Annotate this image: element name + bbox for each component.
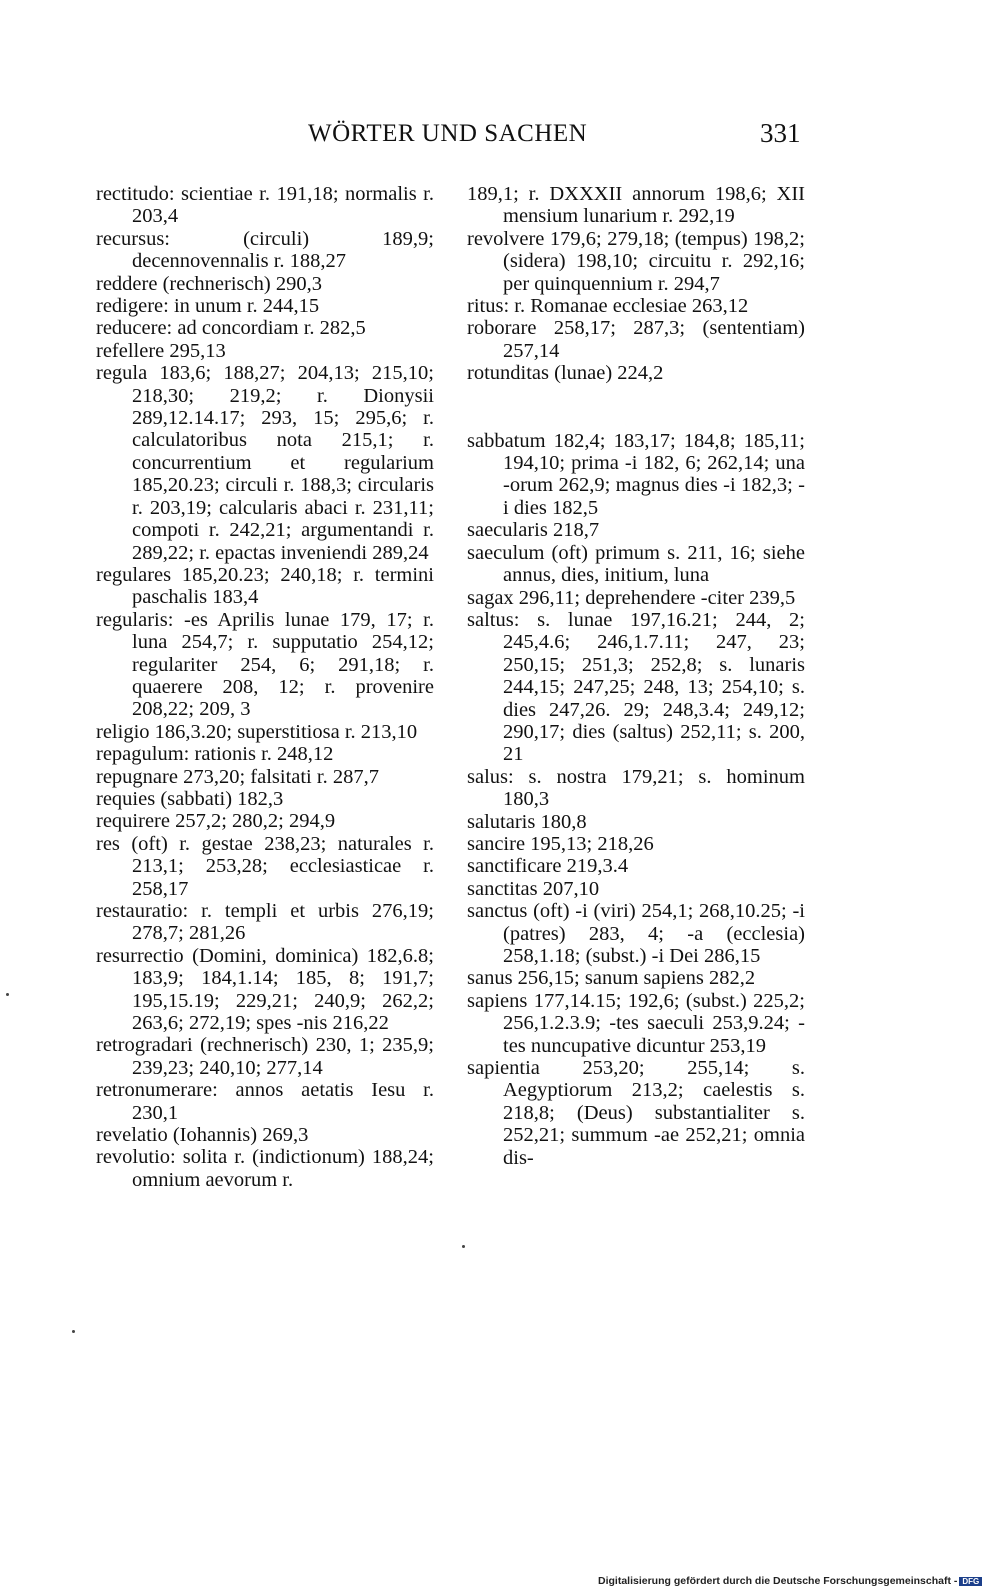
index-entry: redigere: in unum r. 244,15 (96, 295, 320, 318)
dfg-logo: DFG (959, 1577, 982, 1586)
index-entry: rotunditas (lunae) 224,2 (467, 362, 664, 385)
index-entry: 189,1; r. DXXXII annorum 198,6; XII mensium lunarium r. 292,19 (467, 183, 805, 228)
page-header (0, 116, 1000, 156)
index-entry: sanus 256,15; sanum sapiens 282,2 (467, 967, 756, 990)
index-entry: repagulum: rationis r. 248,12 (96, 743, 334, 766)
index-entry: saecularis 218,7 (467, 519, 600, 542)
index-entry: regularis: -es Aprilis lunae 179, 17; r. luna 254,7; r. supputatio 254,12; regulariter 254, 6; 291,18; r. quaerere 208, 12; r. provenire 208,22; 209, 3 (96, 608, 434, 721)
index-entry: revolutio: solita r. (indictionum) 188,24; omnium aevorum r. (96, 1146, 434, 1191)
index-entry: reducere: ad concordiam r. 282,5 (96, 317, 366, 340)
digitization-credit (598, 1575, 982, 1587)
index-entry: ritus: r. Romanae ecclesiae 263,12 (467, 295, 749, 318)
index-entry: retrogradari (rechnerisch) 230, 1; 235,9; 239,23; 240,10; 277,14 (96, 1034, 434, 1079)
right-column (467, 183, 805, 1169)
index-entry: requirere 257,2; 280,2; 294,9 (96, 810, 336, 833)
index-entry: sanctus (oft) -i (viri) 254,1; 268,10.25; -i (patres) 283, 4; -a (ecclesia) 258,1.18; (subst.) -i Dei 286,15 (467, 900, 805, 967)
left-column (96, 183, 434, 1191)
index-entry: sagax 296,11; deprehendere -citer 239,5 (467, 586, 796, 609)
running-title: WÖRTER UND SACHEN (308, 120, 588, 147)
scan-speck (462, 1245, 465, 1248)
index-entry: sapientia 253,20; 255,14; s. Aegyptiorum 213,2; caelestis s. 218,8; (Deus) substantialiter s. 252,21; summum -ae 252,21; omnia dis- (467, 1057, 805, 1169)
index-entry: reddere (rechnerisch) 290,3 (96, 272, 322, 295)
index-entry: sancire 195,13; 218,26 (467, 832, 654, 855)
index-entry: sapiens 177,14.15; 192,6; (subst.) 225,2; 256,1.2.3.9; -tes saeculi 253,9.24; -tes nuncupative dicuntur 253,19 (467, 989, 805, 1057)
index-entry: restauratio: r. templi et urbis 276,19; 278,7; 281,26 (96, 900, 434, 945)
scan-speck (72, 1330, 75, 1333)
index-entry: revelatio (Iohannis) 269,3 (96, 1124, 309, 1147)
index-entry: sanctitas 207,10 (467, 877, 600, 900)
index-entry: recursus: (circuli) 189,9; decennovennalis r. 188,27 (96, 227, 434, 273)
scan-speck (6, 993, 9, 996)
index-entry: regulares 185,20.23; 240,18; r. termini paschalis 183,4 (96, 563, 434, 609)
index-entry: salus: s. nostra 179,21; s. hominum 180,3 (467, 765, 805, 811)
index-entry: requies (sabbati) 182,3 (96, 787, 284, 810)
index-entry: resurrectio (Domini, dominica) 182,6.8; 183,9; 184,1.14; 185, 8; 191,7; 195,15.19; 229,21; 240,9; 262,2; 263,6; 272,19; spes -nis 216,22 (96, 944, 434, 1035)
index-entry: salutaris 180,8 (467, 810, 587, 833)
index-entry: roborare 258,17; 287,3; (sententiam) 257,14 (467, 317, 805, 362)
index-entry: sanctificare 219,3.4 (467, 855, 629, 878)
index-entry: saeculum (oft) primum s. 211, 16; siehe annus, dies, initium, luna (467, 541, 805, 587)
index-entry: sabbatum 182,4; 183,17; 184,8; 185,11; 194,10; prima -i 182, 6; 262,14; una -orum 262,9; magnus dies -i 182,3; -i dies 182,5 (467, 429, 805, 519)
footer-text: Digitalisierung gefördert durch die Deutsche Forschungsgemeinschaft - (598, 1575, 958, 1587)
index-entry: regula 183,6; 188,27; 204,13; 215,10; 218,30; 219,2; r. Dionysii 289,12.14.17; 293, 15; 295,6; r. calculatoribus nota 215,1; r. concurrentium et regularium 185,20.23; circuli r. 188,3; circularis r. 203,19; calcularis abaci r. 231,11; compoti r. 242,21; argumentandi r. 289,22; r. epactas inveniendi 289,24 (96, 362, 434, 564)
index-entry: res (oft) r. gestae 238,23; naturales r. 213,1; 253,28; ecclesiasticae r. 258,17 (96, 832, 434, 900)
page-number: 331 (760, 118, 801, 148)
index-entry: saltus: s. lunae 197,16.21; 244, 2; 245,4.6; 246,1.7.11; 247, 23; 250,15; 251,3; 252,8; s. lunaris 244,15; 247,25; 248, 13; 254,10; s. dies 247,26. 29; 248,3.4; 249,12; 290,17; dies (saltus) 252,11; s. 200, 21 (467, 608, 805, 766)
section-gap (467, 385, 805, 430)
index-entry: refellere 295,13 (96, 339, 226, 362)
index-entry: repugnare 273,20; falsitati r. 287,7 (96, 765, 379, 788)
index-entry: retronumerare: annos aetatis Iesu r. 230,1 (96, 1079, 434, 1124)
index-entry: religio 186,3.20; superstitiosa r. 213,10 (96, 720, 418, 743)
index-entry: revolvere 179,6; 279,18; (tempus) 198,2; (sidera) 198,10; circuitu r. 292,16; per quinquennium r. 294,7 (467, 227, 805, 295)
index-entry: rectitudo: scientiae r. 191,18; normalis r. 203,4 (96, 183, 434, 228)
